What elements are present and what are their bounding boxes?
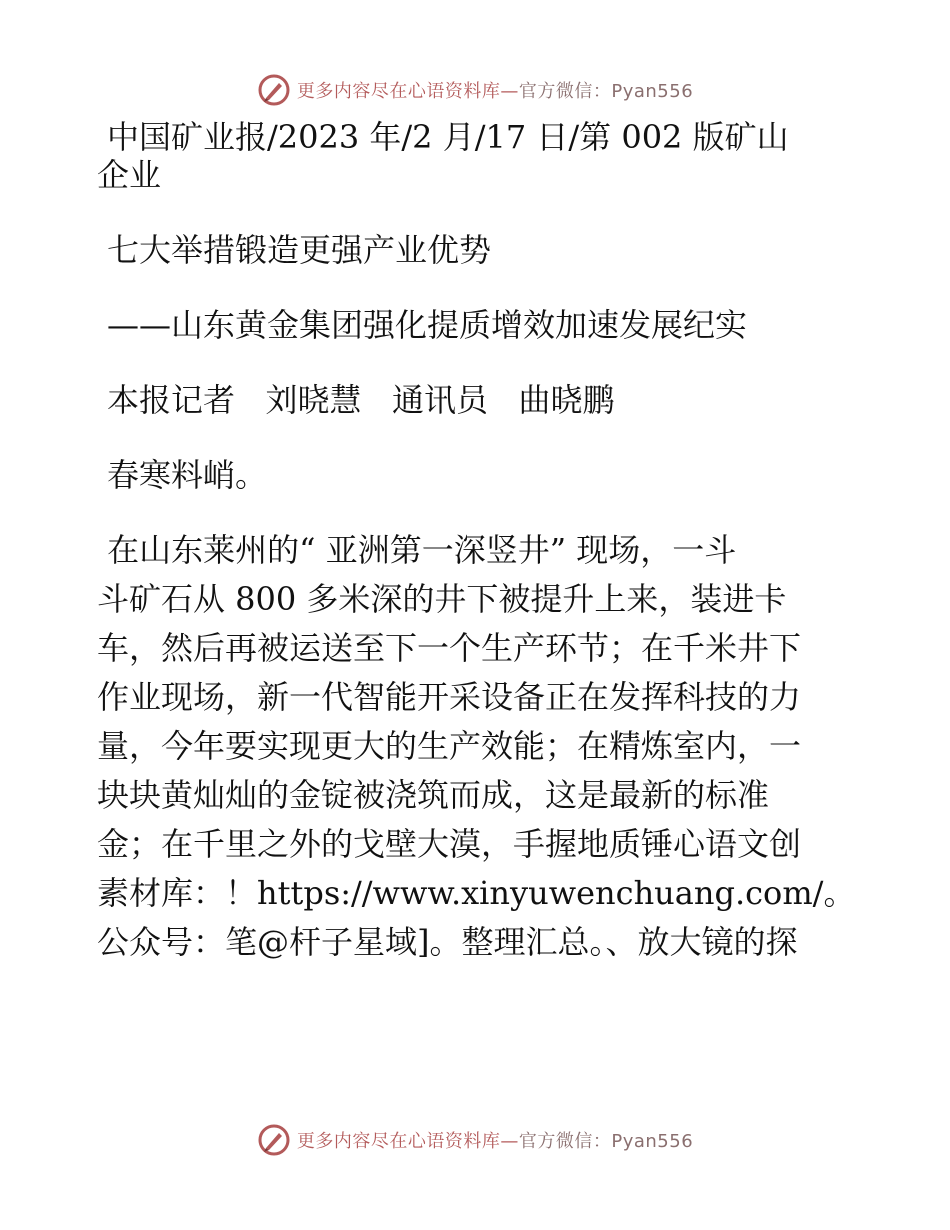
body-line-1: 在山东莱州的“ 亚洲第一深竖井” 现场，一斗 [97,531,737,569]
article-byline: 本报记者 刘晓慧 通讯员 曲晓鹏 [107,381,615,419]
watermark-text [297,77,693,103]
body-line-7: 金；在千里之外的戈壁大漠，手握地质锤心语文创 [97,825,802,863]
watermark-top [0,70,950,110]
watermark-inner [257,73,693,107]
body-line-5: 量，今年要实现更大的生产效能；在精炼室内，一 [97,727,802,765]
watermark-inner [257,1123,693,1157]
pen-logo-icon [257,1123,291,1157]
body-line-2: 斗矿石从 800 多米深的井下被提升上来，装进卡 [97,580,787,618]
watermark-main-text: 更多内容尽在心语资料库— [296,1131,519,1152]
body-line-9: 公众号：笔@杆子星域]。整理汇总。、放大镜的探 [97,923,798,961]
article-title: 七大举措锻造更强产业优势 [107,231,492,269]
body-line-8: 素材库：！https://www.xinyuwenchuang.com/。 [97,874,856,912]
watermark-wechat: 官方微信：Pyan556 [518,81,694,102]
watermark-main-text: 更多内容尽在心语资料库— [296,81,519,102]
article-lead: 春寒料峭。 [107,456,268,494]
pen-logo-icon [257,73,291,107]
article-subtitle: ——山东黄金集团强化提质增效加速发展纪实 [107,306,748,344]
watermark-text [297,1127,693,1153]
newspaper-source-line-1: 中国矿业报/2023 年/2 月/17 日/第 002 版矿山 [107,118,789,156]
article-body [97,531,857,972]
body-line-4: 作业现场，新一代智能开采设备正在发挥科技的力 [97,678,802,716]
watermark-wechat: 官方微信：Pyan556 [518,1131,694,1152]
watermark-bottom [0,1120,950,1160]
body-line-3: 车，然后再被运送至下一个生产环节；在千米井下 [97,629,802,667]
body-line-6: 块块黄灿灿的金锭被浇筑而成，这是最新的标准 [97,776,770,814]
article-content [97,118,857,972]
newspaper-source-line-2: 企业 [97,156,162,194]
